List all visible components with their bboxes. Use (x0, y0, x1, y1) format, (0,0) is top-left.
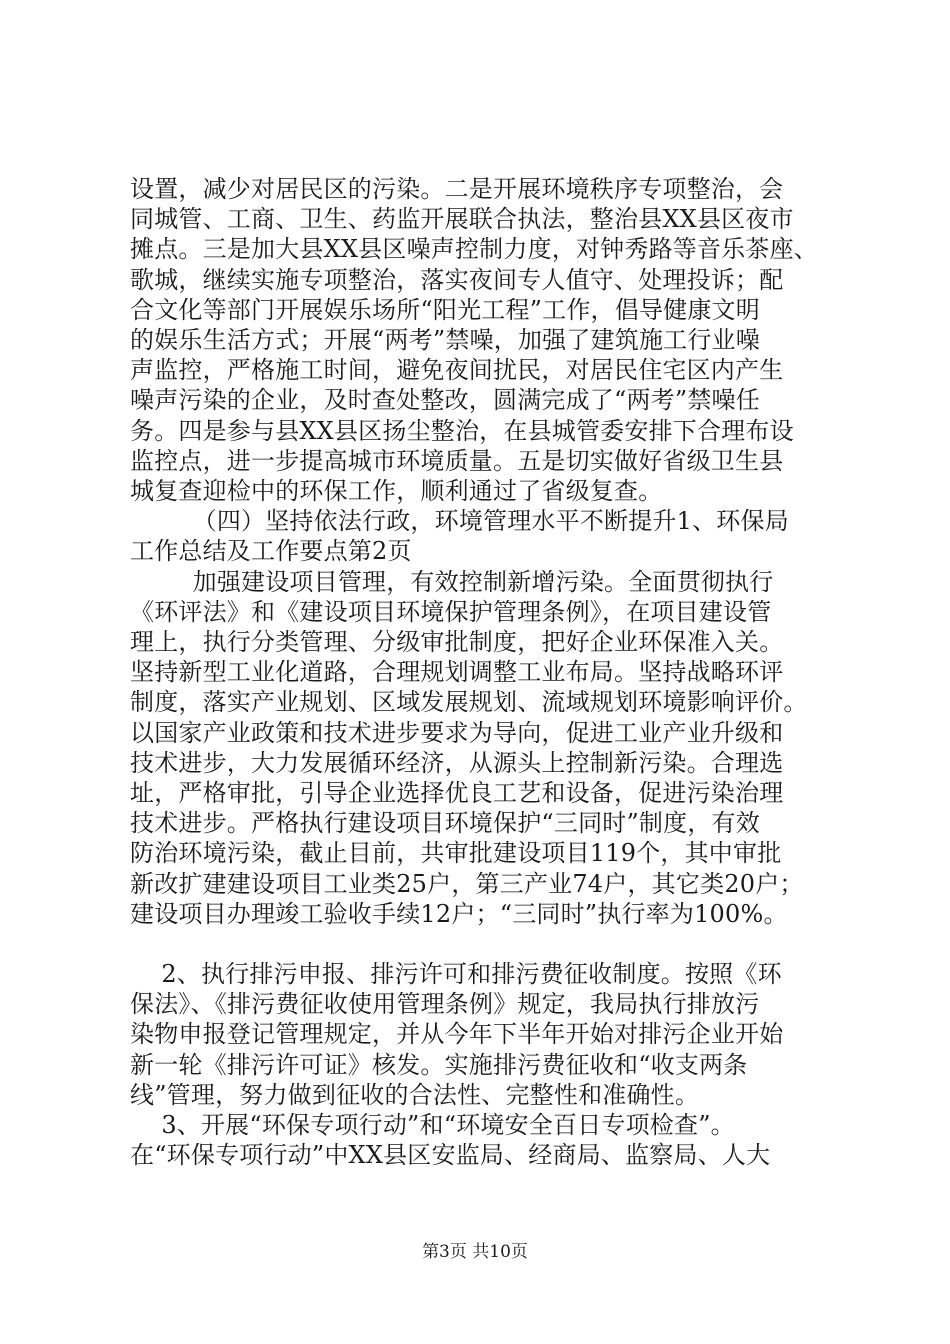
text-line: 防治环境污染，截止目前，共审批建设项目119个，其中审批 (130, 839, 782, 868)
text-line: 新改扩建建设项目工业类25户，第三产业74户，其它类20户； (130, 869, 804, 898)
text-line: 监控点，进一步提高城市环境质量。五是切实做好省级卫生县 (130, 446, 784, 475)
text-line: 新一轮《排污许可证》核发。实施排污费征收和“收支两条 (130, 1050, 748, 1079)
text-line: 制度，落实产业规划、区域发展规划、流域规划环境影响评价。 (130, 688, 808, 717)
text-line: 加强建设项目管理，有效控制新增污染。全面贯彻执行 (130, 567, 774, 596)
text-line: 理上，执行分类管理、分级审批制度，把好企业环保准入关。 (130, 628, 784, 657)
text-line: 城复查迎检中的环保工作，顺利通过了省级复查。 (130, 477, 663, 506)
text-line: 以国家产业政策和技术进步要求为导向，促进工业产业升级和 (130, 718, 784, 747)
text-line: （四）坚持依法行政，环境管理水平不断提升1、环保局 (130, 507, 789, 536)
text-line: 噪声污染的企业，及时查处整改，圆满完成了“两考”禁噪任 (130, 386, 760, 415)
paragraph-discharge-permit (130, 959, 830, 1110)
document-body (130, 174, 830, 1171)
paragraph-spacer (130, 929, 830, 959)
text-line: 在“环保专项行动”中XX县区安监局、经商局、监察局、人大 (130, 1141, 771, 1170)
text-line: 建设项目办理竣工验收手续12户；“三同时”执行率为100%。 (130, 899, 788, 928)
text-line: 的娱乐生活方式；开展“两考”禁噪，加强了建筑施工行业噪 (130, 326, 760, 355)
paragraph-special-action (130, 1110, 830, 1170)
text-line: 3、开展“环保专项行动”和“环境安全百日专项检查”。 (130, 1111, 735, 1140)
paragraph-project-management (130, 567, 830, 929)
text-line: 《环评法》和《建设项目环境保护管理条例》，在项目建设管 (130, 597, 772, 626)
text-line: 摊点。三是加大县XX县区噪声控制力度，对钟秀路等音乐茶座、 (130, 235, 818, 264)
text-line: 坚持新型工业化道路，合理规划调整工业布局。坚持战略环评 (130, 658, 784, 687)
text-line: 声监控，严格施工时间，避免夜间扰民，对居民住宅区内产生 (130, 356, 784, 385)
text-line: 合文化等部门开展娱乐场所“阳光工程”工作，倡导健康文明 (130, 295, 760, 324)
text-line: 址，严格审批，引导企业选择优良工艺和设备，促进污染治理 (130, 779, 784, 808)
text-line: 技术进步。严格执行建设项目环境保护“三同时”制度，有效 (130, 809, 760, 838)
text-line: 务。四是参与县XX县区扬尘整治，在县城管委安排下合理布设 (130, 416, 794, 445)
text-line: 同城管、工商、卫生、药监开展联合执法，整治县XX县区夜市 (130, 205, 794, 234)
page-number-footer: 第3页 共10页 (422, 1242, 528, 1262)
text-line: 技术进步，大力发展循环经济，从源头上控制新污染。合理选 (130, 748, 784, 777)
paragraph-environment-order (130, 174, 830, 506)
text-line: 线”管理，努力做到征收的合法性、完整性和准确性。 (130, 1080, 700, 1109)
text-line: 2、执行排污申报、排污许可和排污费征收制度。按照《环 (130, 960, 782, 989)
section-heading-four (130, 506, 830, 566)
text-line: 染物申报登记管理规定，并从今年下半年开始对排污企业开始 (130, 1020, 784, 1049)
text-line: 保法》、《排污费征收使用管理条例》规定，我局执行排放污 (130, 990, 760, 1019)
text-line: 歌城，继续实施专项整治，落实夜间专人值守、处理投诉；配 (130, 265, 784, 294)
text-line: 设置，减少对居民区的污染。二是开展环境秩序专项整治，会 (130, 175, 784, 203)
text-line: 工作总结及工作要点第2页 (130, 537, 412, 566)
